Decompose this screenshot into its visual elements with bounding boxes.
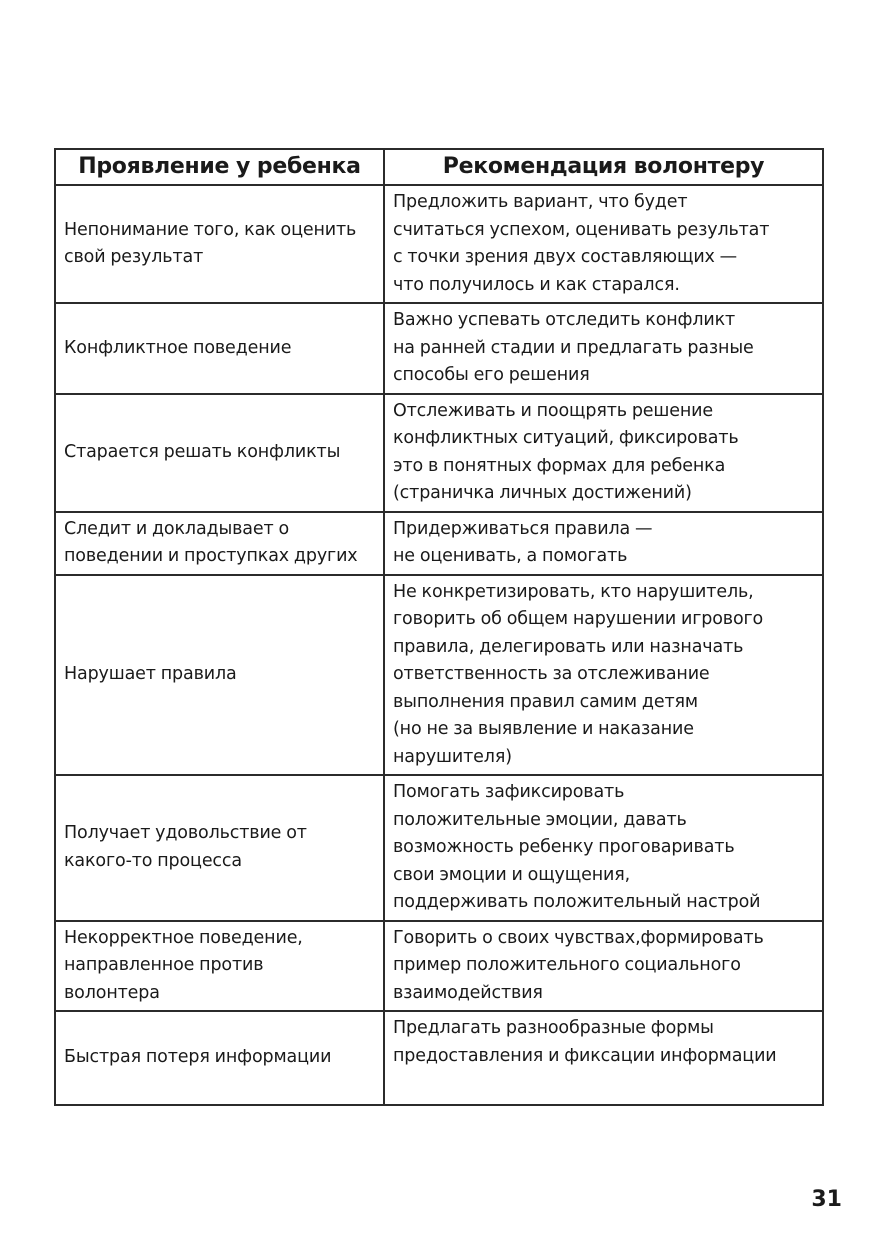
manifestation-text: Следит и докладывает о поведении и проступках других bbox=[64, 518, 358, 566]
manifestation-cell bbox=[55, 394, 384, 512]
table-row bbox=[55, 185, 823, 303]
manifestation-cell bbox=[55, 512, 384, 575]
column-header-recommendation: Рекомендация волонтеру bbox=[384, 149, 823, 185]
manifestation-cell bbox=[55, 1011, 384, 1105]
recommendation-text: Предлагать разнообразные формы предоставления и фиксации информации bbox=[393, 1018, 777, 1066]
page-number: 31 bbox=[811, 1187, 842, 1212]
recommendation-text: Важно успевать отследить конфликт на ранней стадии и предлагать разные способы его решения bbox=[393, 310, 754, 385]
recommendation-text: Предложить вариант, что будет считаться успехом, оценивать результат с точки зрения двух составляющих — что получилось и как старался. bbox=[393, 192, 770, 295]
recommendation-cell bbox=[384, 921, 823, 1012]
recommendation-cell bbox=[384, 394, 823, 512]
table-row bbox=[55, 1011, 823, 1105]
manifestation-text: Нарушает правила bbox=[64, 664, 237, 684]
manifestation-cell bbox=[55, 921, 384, 1012]
recommendation-cell bbox=[384, 575, 823, 776]
recommendation-cell bbox=[384, 1011, 823, 1105]
manifestation-cell bbox=[55, 575, 384, 776]
manifestation-text: Быстрая потеря информации bbox=[64, 1047, 332, 1068]
table-row bbox=[55, 921, 823, 1012]
manifestation-cell bbox=[55, 185, 384, 303]
manifestation-cell bbox=[55, 303, 384, 394]
table-row bbox=[55, 575, 823, 776]
table-row bbox=[55, 512, 823, 575]
table-row bbox=[55, 303, 823, 394]
recommendation-cell bbox=[384, 775, 823, 921]
manifestation-cell bbox=[55, 775, 384, 921]
recommendation-cell bbox=[384, 303, 823, 394]
manifestation-text: Старается решать конфликты bbox=[64, 441, 341, 462]
table-row bbox=[55, 775, 823, 921]
recommendation-text: Отслеживать и поощрять решение конфликтных ситуаций, фиксировать это в понятных формах для ребенка (страничка личных достижений) bbox=[393, 400, 739, 503]
recommendation-text: Помогать зафиксировать положительные эмоции, давать возможность ребенку проговаривать свои эмоции и ощущения, поддерживать положительный настрой bbox=[393, 782, 761, 912]
recommendation-text: Придерживаться правила — не оценивать, а помогать bbox=[393, 518, 653, 566]
recommendations-table bbox=[54, 148, 824, 1106]
table-row bbox=[55, 394, 823, 512]
column-header-manifestation: Проявление у ребенка bbox=[55, 149, 384, 185]
table-header-row bbox=[55, 149, 823, 185]
manifestation-text: Непонимание того, как оценить свой результат bbox=[64, 219, 357, 267]
recommendation-cell bbox=[384, 512, 823, 575]
recommendation-text: Говорить о своих чувствах,формировать пример положительного социального взаимодействия bbox=[393, 927, 764, 1003]
recommendation-text: Не конкретизировать, кто нарушитель, говорить об общем нарушении игрового правила, делегировать или назначать ответственность за отслеживание выполнения правил самим детям (но не за выявление и наказание нарушителя) bbox=[393, 581, 764, 767]
recommendation-cell bbox=[384, 185, 823, 303]
manifestation-text: Конфликтное поведение bbox=[64, 337, 292, 358]
manifestation-text: Некорректное поведение, направленное против волонтера bbox=[64, 927, 303, 1003]
manifestation-text: Получает удовольствие от какого-то процесса bbox=[64, 823, 307, 871]
